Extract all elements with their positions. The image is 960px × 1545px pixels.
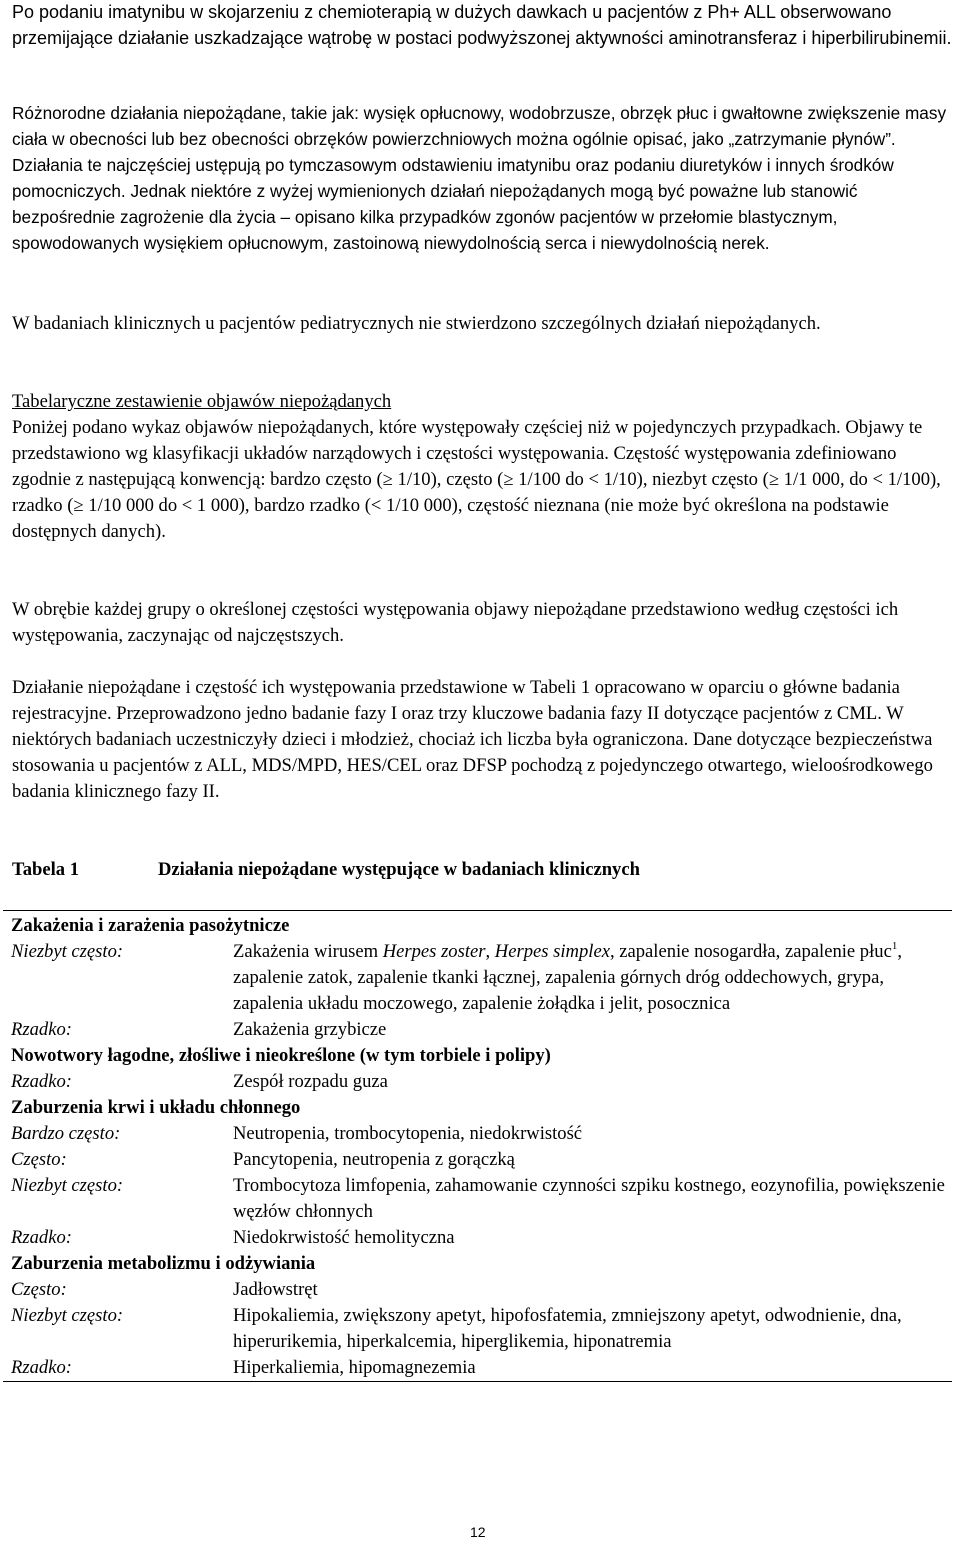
frequency-cell: Rzadko: — [11, 1019, 72, 1040]
table-row — [3, 939, 952, 1017]
table-row — [3, 1095, 952, 1121]
paragraph-hepatotoxicity: Po podaniu imatynibu w skojarzeniu z chemioterapią w dużych dawkach u pacjentów z Ph+ ALL obserwowano przemijające działanie uszkadzające wątrobę w postaci podwyższonej aktywności aminotransferaz i hiperbilirubinemii. — [12, 2, 952, 48]
reactions-cell: Zakażenia wirusem Herpes zoster, Herpes simplex, zapalenie nosogardła, zapalenie płuc$^1$, zapalenie zatok, zapalenie tkanki łącznej, zapalenia górnych dróg oddechowych, grypa, zapalenia układu moczowego, zapalenie żołądka i jelit, posocznica — [233, 940, 902, 1014]
table-row — [3, 1069, 952, 1095]
section-tabular-summary — [12, 389, 952, 545]
section-heading: Tabelaryczne zestawienie objawów niepożądanych — [12, 391, 392, 412]
reactions-cell: Pancytopenia, neutropenia z gorączką — [233, 1149, 515, 1170]
frequency-cell: Niezbyt często: — [11, 1305, 124, 1326]
reactions-cell: Hiperkaliemia, hipomagnezemia — [233, 1357, 476, 1378]
frequency-cell: Często: — [11, 1279, 67, 1300]
reactions-cell: Neutropenia, trombocytopenia, niedokrwistość — [233, 1123, 583, 1144]
frequency-cell: Często: — [11, 1149, 67, 1170]
organ-class-heading: Nowotwory łagodne, złośliwe i nieokreślone (w tym torbiele i polipy) — [11, 1045, 551, 1066]
paragraph-fluid-retention: Różnorodne działania niepożądane, takie jak: wysięk opłucnowy, wodobrzusze, obrzęk płuc i gwałtowne zwiększenie masy ciała w obecności lub bez obecności obrzęków powierzchniowych można ogólnie opisać, jako „zatrzymanie płynów”. Działania te najczęściej ustępują po tymczasowym odstawieniu imatynibu oraz podaniu diuretyków i innych środków pomocniczych. Jednak niektóre z wyżej wymienionych działań niepożądanych mogą być poważne lub stanowić bezpośrednie zagrożenie dla życia – opisano kilka przypadków zgonów pacjentów w przełomie blastycznym, spowodowanych wysiękiem opłucnowym, zastoinową niewydolnością serca i niewydolnością nerek. — [12, 103, 947, 253]
frequency-cell: Niezbyt często: — [11, 1175, 124, 1196]
paragraph-frequency-convention: Poniżej podano wykaz objawów niepożądanych, które występowały częściej niż w pojedynczych przypadkach. Objawy te przedstawiono wg klasyfikacji układów narządowych i częstości występowania. Częstość występowania zdefiniowano zgodnie z następującą konwencją: bardzo często (≥ 1/10), często (≥ 1/100 do < 1/10), niezbyt często (≥ 1/1 000, do < 1/100), rzadko (≥ 1/10 000 do < 1 000), bardzo rzadko (< 1/10 000), częstość nieznana (nie może być określona na podstawie dostępnych danych). — [12, 417, 941, 542]
table-row — [3, 1225, 952, 1251]
reactions-cell: Trombocytoza limfopenia, zahamowanie czynności szpiku kostnego, eozynofilia, powiększenie węzłów chłonnych — [233, 1175, 945, 1222]
organ-class-heading: Zaburzenia krwi i układu chłonnego — [11, 1097, 301, 1118]
table-row — [3, 911, 952, 940]
table-row — [3, 1277, 952, 1303]
reactions-cell: Hipokaliemia, zwiększony apetyt, hipofosfatemia, zmniejszony apetyt, odwodnienie, dna, hiperurikemia, hiperkalcemia, hiperglikemia, hiponatremia — [233, 1305, 902, 1352]
reactions-cell: Zespół rozpadu guza — [233, 1071, 388, 1092]
paragraph-pediatric: W badaniach klinicznych u pacjentów pediatrycznych nie stwierdzono szczególnych działań niepożądanych. — [12, 313, 821, 334]
footnote-marker: 1 — [891, 940, 898, 952]
organ-class-heading: Zaburzenia metabolizmu i odżywiania — [11, 1253, 316, 1274]
paragraph-data-source: Działanie niepożądane i częstość ich występowania przedstawione w Tabeli 1 opracowano w oparciu o główne badania rejestracyjne. Przeprowadzono jedno badanie fazy I oraz trzy kluczowe badania fazy II dotyczące pacjentów z CML. W niektórych badaniach uczestniczyły dzieci i młodzież, chociaż ich liczba była ograniczona. Dane dotyczące bezpieczeństwa stosowania u pacjentów z ALL, MDS/MPD, HES/CEL oraz DFSP pochodzą z pojedynczego otwartego, wieloośrodkowego badania klinicznego fazy II. — [12, 677, 933, 802]
table-number: Tabela 1 — [12, 859, 79, 880]
reactions-cell: Niedokrwistość hemolityczna — [233, 1227, 455, 1248]
table-caption — [12, 857, 640, 883]
table-row — [3, 1017, 952, 1043]
table-title: Działania niepożądane występujące w badaniach klinicznych — [158, 859, 640, 880]
frequency-cell: Rzadko: — [11, 1357, 72, 1378]
paragraph-ordering: W obrębie każdej grupy o określonej częstości występowania objawy niepożądane przedstawiono według częstości ich występowania, zaczynając od najczęstszych. — [12, 599, 899, 646]
table-row — [3, 1147, 952, 1173]
adverse-events-table — [3, 910, 952, 1382]
reactions-cell: Zakażenia grzybicze — [233, 1019, 387, 1040]
frequency-cell: Rzadko: — [11, 1227, 72, 1248]
page-number: 12 — [470, 1524, 486, 1540]
reactions-cell: Jadłowstręt — [233, 1279, 318, 1300]
table-row — [3, 1173, 952, 1225]
table-row — [3, 1043, 952, 1069]
frequency-cell: Niezbyt często: — [11, 941, 124, 962]
table-row — [3, 1303, 952, 1355]
table-row — [3, 1251, 952, 1277]
frequency-cell: Bardzo często: — [11, 1123, 121, 1144]
frequency-cell: Rzadko: — [11, 1071, 72, 1092]
table-row — [3, 1355, 952, 1382]
table-row — [3, 1121, 952, 1147]
organ-class-heading: Zakażenia i zarażenia pasożytnicze — [11, 915, 290, 936]
